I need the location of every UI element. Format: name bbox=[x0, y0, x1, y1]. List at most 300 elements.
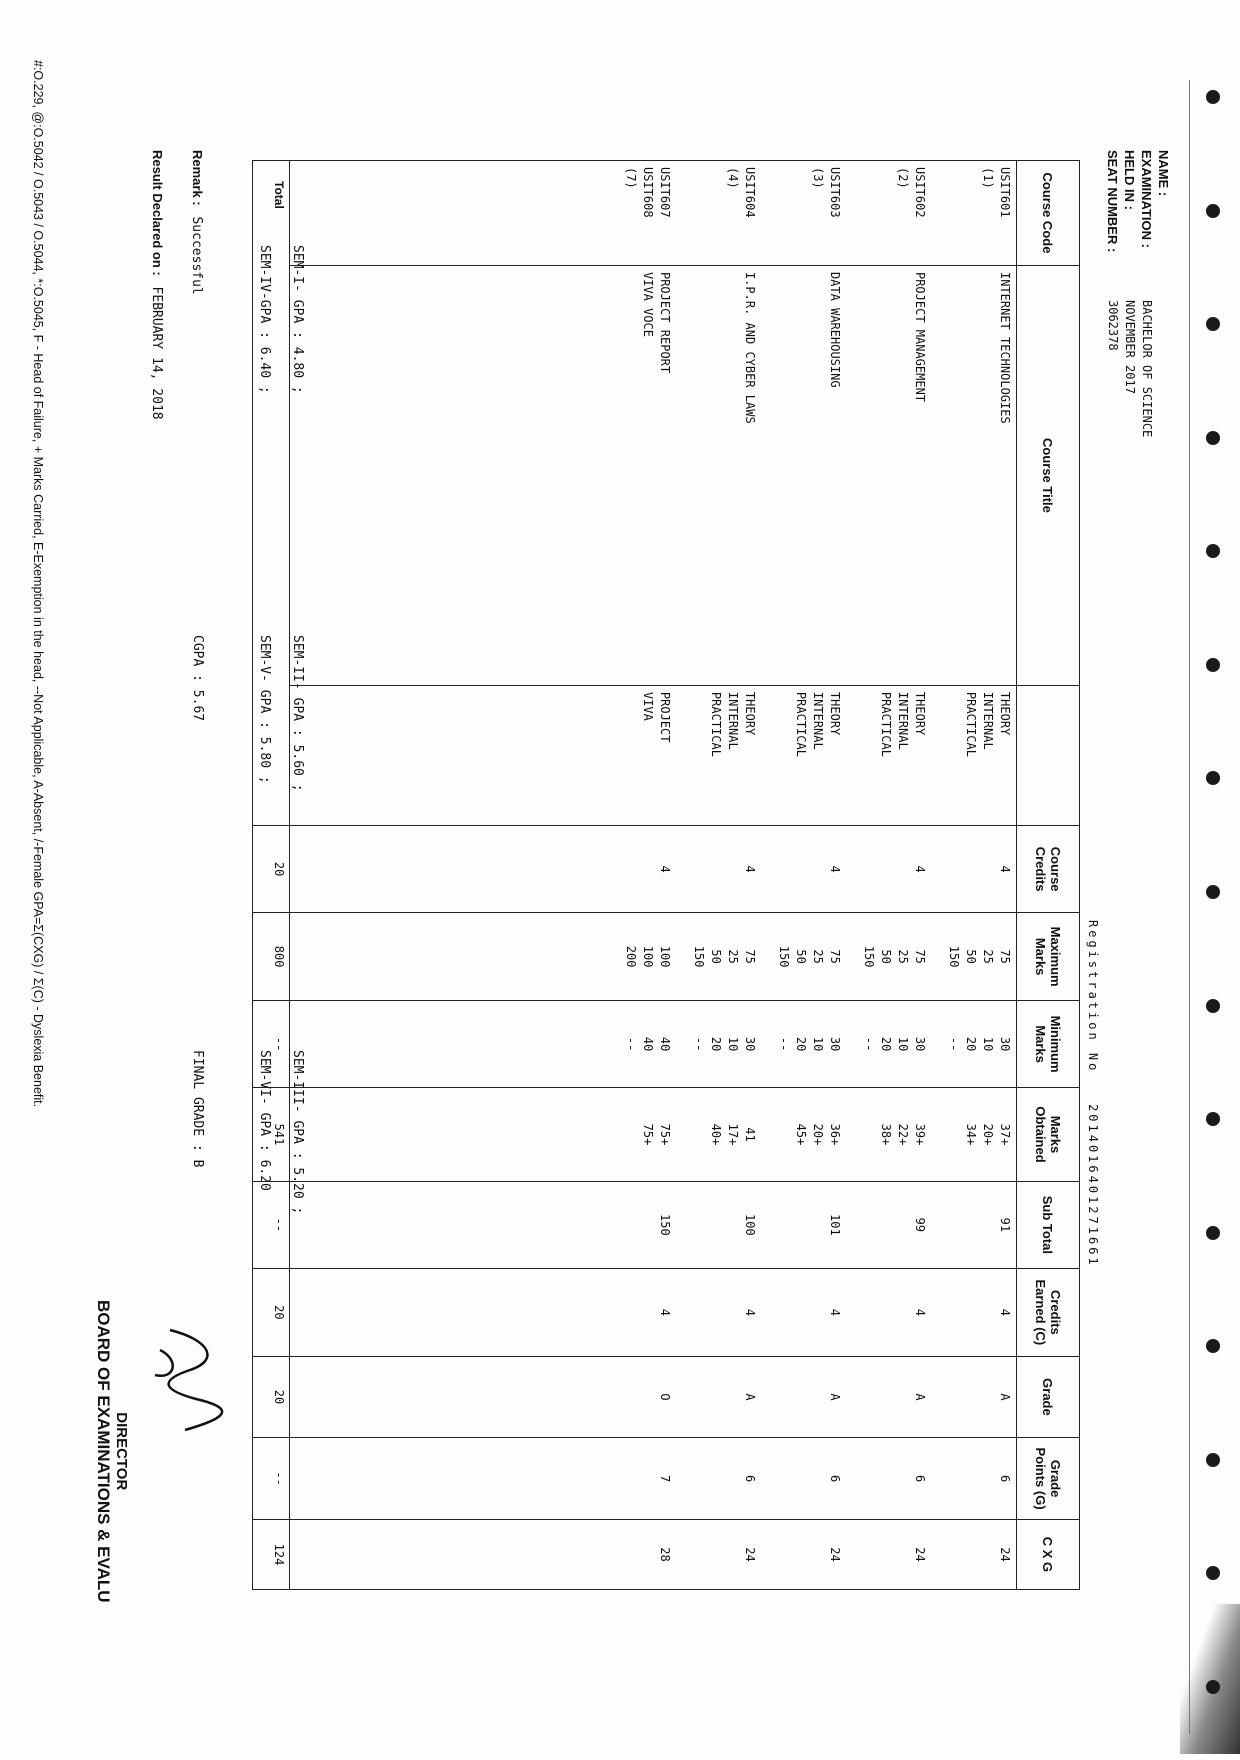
max-mark: 100 bbox=[658, 945, 672, 968]
course-component bbox=[945, 692, 962, 819]
min-mark: 20 bbox=[794, 1036, 808, 1052]
row-spacer bbox=[588, 1007, 605, 1081]
blank bbox=[724, 1526, 741, 1583]
course-credits: 4 bbox=[998, 865, 1012, 873]
cxg-value: 24 bbox=[828, 1547, 842, 1562]
max-mark: 150 bbox=[862, 945, 876, 968]
blank bbox=[809, 1363, 826, 1432]
blank bbox=[962, 1188, 979, 1262]
row-spacer bbox=[758, 1444, 775, 1513]
blank bbox=[945, 1275, 962, 1349]
course-code bbox=[605, 167, 622, 259]
mark-obtained: 36+ bbox=[828, 1123, 842, 1146]
total-credits-earned: 20 bbox=[253, 1269, 290, 1356]
row-spacer bbox=[758, 1094, 775, 1174]
examination-label: EXAMINATION : bbox=[1139, 150, 1154, 248]
course-codes-cell bbox=[290, 161, 1017, 266]
mark-obtained: 37+ bbox=[998, 1123, 1012, 1146]
blank bbox=[809, 832, 826, 906]
total-credits: 20 bbox=[253, 825, 290, 912]
min-marks-cell bbox=[290, 1000, 1017, 1087]
min-mark: 20 bbox=[879, 1036, 893, 1052]
mark-obtained: 20+ bbox=[981, 1123, 995, 1146]
course-title bbox=[860, 272, 877, 679]
row-spacer bbox=[843, 1526, 860, 1583]
total-grade-points: -- bbox=[253, 1438, 290, 1520]
blank bbox=[945, 1526, 962, 1583]
col-cxg: C X G bbox=[1017, 1519, 1080, 1589]
total-max-marks: 800 bbox=[253, 913, 290, 1000]
course-code: (1) bbox=[981, 167, 995, 189]
max-mark: 50 bbox=[879, 949, 893, 964]
row-spacer bbox=[758, 1526, 775, 1583]
blank bbox=[622, 1275, 639, 1349]
grade-points-cell bbox=[290, 1438, 1017, 1520]
course-title: PROJECT MANAGEMENT bbox=[913, 271, 927, 403]
held-in-label: HELD IN : bbox=[1122, 150, 1137, 210]
blank bbox=[605, 1526, 622, 1583]
blank bbox=[809, 1275, 826, 1349]
row-spacer bbox=[843, 272, 860, 679]
blank bbox=[724, 1275, 741, 1349]
marks-table bbox=[252, 160, 1080, 1590]
course-component: INTERNAL bbox=[896, 691, 910, 750]
grade-cell bbox=[290, 1356, 1017, 1438]
min-mark: -- bbox=[947, 1036, 961, 1052]
max-mark: 150 bbox=[777, 945, 791, 968]
student-header bbox=[1104, 150, 1172, 437]
course-title bbox=[894, 272, 911, 679]
name-label: NAME : bbox=[1156, 150, 1171, 197]
min-mark: 10 bbox=[811, 1036, 825, 1052]
blank bbox=[605, 1363, 622, 1432]
remark-value: Successful bbox=[189, 216, 204, 295]
sem1-gpa: SEM-I- GPA : 4.80 ; bbox=[290, 245, 305, 394]
blank bbox=[690, 832, 707, 906]
row-spacer bbox=[588, 1444, 605, 1513]
row-spacer bbox=[928, 167, 945, 259]
course-code: USIT601 bbox=[998, 167, 1012, 218]
row-spacer bbox=[673, 832, 690, 906]
blank bbox=[877, 1363, 894, 1432]
course-title bbox=[690, 272, 707, 679]
credits-earned: 4 bbox=[658, 1308, 672, 1316]
mark-obtained bbox=[690, 1094, 707, 1174]
row-spacer bbox=[588, 1094, 605, 1174]
course-component: THEORY bbox=[998, 691, 1012, 736]
blank bbox=[707, 832, 724, 906]
blank bbox=[639, 1526, 656, 1583]
blank bbox=[962, 1275, 979, 1349]
registration-number bbox=[1086, 920, 1100, 1268]
courses-body bbox=[290, 161, 1017, 1590]
blank bbox=[962, 832, 979, 906]
grade-points: 7 bbox=[658, 1474, 672, 1483]
row-spacer bbox=[843, 167, 860, 259]
course-code: (7) bbox=[624, 167, 638, 189]
blank bbox=[979, 1363, 996, 1432]
course-title bbox=[962, 272, 979, 679]
grade: A bbox=[913, 1393, 927, 1401]
row-spacer bbox=[843, 692, 860, 819]
blank bbox=[724, 832, 741, 906]
grade-points: 6 bbox=[998, 1474, 1012, 1483]
credits-cell bbox=[290, 825, 1017, 912]
course-code bbox=[962, 167, 979, 259]
row-spacer bbox=[588, 1188, 605, 1262]
blank bbox=[877, 1444, 894, 1513]
row-spacer bbox=[588, 692, 605, 819]
legend-footnote: #:O.229, @:O.5042 / O.5043 / O.5044, *:O.5045, F - Head of Failure, + Marks Carried, E-Exemption in the head, --Not Applicable, A-Absent, /-Female GPA=Σ(CXG) / Σ(C) - Dyslexia Benefit. bbox=[31, 60, 45, 1108]
credits-earned: 4 bbox=[828, 1308, 842, 1316]
signature-icon bbox=[150, 1320, 230, 1440]
blank bbox=[639, 1275, 656, 1349]
row-spacer bbox=[758, 692, 775, 819]
cxg-value: 28 bbox=[658, 1547, 672, 1562]
cgpa: CGPA : 5.67 bbox=[190, 635, 205, 722]
course-component: THEORY bbox=[743, 691, 757, 736]
course-title: VIVA VOCE bbox=[641, 271, 655, 338]
col-course-code: Course Code bbox=[1017, 161, 1080, 266]
course-title: PROJECT REPORT bbox=[658, 271, 672, 374]
declared-value: FEBRUARY 14, 2018 bbox=[149, 286, 164, 420]
sem6-gpa: SEM-VI- GPA : 6.20 bbox=[257, 1050, 272, 1191]
min-mark: 20 bbox=[709, 1036, 723, 1052]
row-spacer bbox=[758, 832, 775, 906]
row-spacer bbox=[928, 1363, 945, 1432]
row-spacer bbox=[843, 1094, 860, 1174]
row-spacer bbox=[843, 1275, 860, 1349]
row-spacer bbox=[673, 1526, 690, 1583]
mark-obtained bbox=[622, 1094, 639, 1174]
blank bbox=[877, 832, 894, 906]
blank bbox=[962, 1363, 979, 1432]
course-credits: 4 bbox=[743, 865, 757, 873]
max-mark: 50 bbox=[964, 949, 978, 964]
components-cell bbox=[290, 685, 1017, 825]
course-component: THEORY bbox=[828, 691, 842, 736]
course-title bbox=[809, 272, 826, 679]
col-component bbox=[1017, 685, 1080, 825]
blank bbox=[877, 1526, 894, 1583]
tractor-feed-holes-top bbox=[1190, 90, 1220, 1694]
remark-label: Remark : bbox=[190, 150, 205, 206]
blank bbox=[605, 1188, 622, 1262]
row-spacer bbox=[673, 1094, 690, 1174]
blank bbox=[962, 1526, 979, 1583]
min-mark: 30 bbox=[828, 1036, 842, 1052]
course-component: PRACTICAL bbox=[794, 691, 808, 757]
row-spacer bbox=[673, 1363, 690, 1432]
course-code: USIT604 bbox=[743, 167, 757, 218]
blank bbox=[639, 1188, 656, 1262]
course-code bbox=[690, 167, 707, 259]
course-title bbox=[775, 272, 792, 679]
total-sub-total: -- bbox=[253, 1181, 290, 1268]
course-code bbox=[945, 167, 962, 259]
row-spacer bbox=[758, 1275, 775, 1349]
min-mark: 10 bbox=[726, 1036, 740, 1052]
min-mark: 20 bbox=[964, 1036, 978, 1052]
blank bbox=[707, 1275, 724, 1349]
row-spacer bbox=[588, 919, 605, 993]
row-spacer bbox=[928, 1188, 945, 1262]
row-spacer bbox=[673, 919, 690, 993]
blank bbox=[792, 1188, 809, 1262]
course-code: USIT607 bbox=[658, 167, 672, 218]
blank bbox=[775, 1275, 792, 1349]
course-component bbox=[775, 692, 792, 819]
mark-obtained bbox=[775, 1094, 792, 1174]
course-code bbox=[877, 167, 894, 259]
max-mark: 75 bbox=[743, 949, 757, 964]
row-spacer bbox=[928, 272, 945, 679]
credits-earned: 4 bbox=[743, 1308, 757, 1316]
row-spacer bbox=[673, 167, 690, 259]
blank bbox=[622, 1363, 639, 1432]
row-spacer bbox=[673, 1007, 690, 1081]
blank bbox=[877, 1188, 894, 1262]
row-spacer bbox=[928, 1275, 945, 1349]
blank bbox=[979, 1526, 996, 1583]
row-spacer bbox=[928, 692, 945, 819]
cxg-value: 24 bbox=[913, 1547, 927, 1562]
blank bbox=[639, 832, 656, 906]
blank bbox=[690, 1188, 707, 1262]
mark-obtained: 75+ bbox=[658, 1123, 672, 1146]
max-marks-cell bbox=[290, 913, 1017, 1000]
cxg-cell bbox=[290, 1519, 1017, 1589]
course-component: INTERNAL bbox=[726, 691, 740, 750]
registration-label: Registration No bbox=[1086, 920, 1100, 1074]
row-spacer bbox=[758, 272, 775, 679]
table-header bbox=[1017, 161, 1080, 1590]
row-spacer bbox=[928, 832, 945, 906]
min-mark: -- bbox=[624, 1036, 638, 1052]
registration-value: 2014016401271661 bbox=[1086, 1104, 1100, 1268]
row-spacer bbox=[928, 1444, 945, 1513]
course-component: PRACTICAL bbox=[709, 691, 723, 757]
blank bbox=[860, 1363, 877, 1432]
sem4-gpa: SEM-IV-GPA : 6.40 ; bbox=[257, 245, 272, 394]
blank bbox=[894, 1526, 911, 1583]
blank bbox=[707, 1444, 724, 1513]
blank bbox=[860, 1526, 877, 1583]
col-maximum-marks: Maximum Marks bbox=[1017, 913, 1080, 1000]
course-component: THEORY bbox=[913, 691, 927, 736]
course-code: USIT608 bbox=[641, 167, 655, 218]
row-spacer bbox=[673, 1188, 690, 1262]
course-title bbox=[622, 272, 639, 679]
row-spacer bbox=[928, 919, 945, 993]
mark-obtained bbox=[945, 1094, 962, 1174]
blank bbox=[707, 1363, 724, 1432]
row-spacer bbox=[843, 1007, 860, 1081]
blank bbox=[809, 1188, 826, 1262]
row-spacer bbox=[758, 1188, 775, 1262]
row-spacer bbox=[588, 832, 605, 906]
blank bbox=[605, 1275, 622, 1349]
seat-number-value: 3062378 bbox=[1106, 300, 1120, 351]
blank bbox=[792, 832, 809, 906]
max-mark: 25 bbox=[726, 949, 740, 964]
max-mark: 50 bbox=[794, 949, 808, 964]
col-course-credits: Course Credits bbox=[1017, 825, 1080, 912]
course-title: DATA WAREHOUSING bbox=[828, 271, 842, 388]
sub-total: 101 bbox=[828, 1214, 842, 1236]
course-code: USIT602 bbox=[913, 167, 927, 218]
blank bbox=[792, 1526, 809, 1583]
row-spacer bbox=[843, 832, 860, 906]
perforation-line bbox=[1189, 80, 1190, 1734]
row-spacer bbox=[588, 272, 605, 679]
blank bbox=[877, 1275, 894, 1349]
max-mark: 200 bbox=[624, 945, 638, 968]
blank bbox=[894, 1188, 911, 1262]
blank bbox=[622, 832, 639, 906]
blank bbox=[707, 1526, 724, 1583]
sub-total: 100 bbox=[743, 1214, 757, 1236]
blank bbox=[639, 1444, 656, 1513]
held-in-value: NOVEMBER 2017 bbox=[1123, 300, 1137, 394]
course-credits: 4 bbox=[913, 865, 927, 873]
min-mark: 40 bbox=[658, 1036, 672, 1052]
min-mark: 30 bbox=[998, 1036, 1012, 1052]
course-title bbox=[724, 272, 741, 679]
blank bbox=[792, 1363, 809, 1432]
blank bbox=[707, 1188, 724, 1262]
blank bbox=[894, 1275, 911, 1349]
course-code: (4) bbox=[726, 167, 740, 189]
sem3-gpa: SEM-III- GPA : 5.20 ; bbox=[290, 1050, 305, 1215]
course-component bbox=[860, 692, 877, 819]
min-mark: 10 bbox=[981, 1036, 995, 1052]
row-spacer bbox=[673, 1444, 690, 1513]
director-block bbox=[93, 1300, 130, 1603]
mark-obtained bbox=[605, 1094, 622, 1174]
examination-value: BACHELOR OF SCIENCE bbox=[1140, 300, 1154, 438]
row-spacer bbox=[588, 1275, 605, 1349]
course-component bbox=[605, 692, 622, 819]
mark-obtained: 41 bbox=[743, 1127, 757, 1142]
min-mark: -- bbox=[692, 1036, 706, 1052]
course-code bbox=[707, 167, 724, 259]
col-marks-obtained: Marks Obtained bbox=[1017, 1088, 1080, 1181]
blank bbox=[690, 1526, 707, 1583]
col-grade-points: Grade Points (G) bbox=[1017, 1438, 1080, 1520]
course-credits: 4 bbox=[658, 865, 672, 873]
blank bbox=[945, 1444, 962, 1513]
credits-earned-cell bbox=[290, 1269, 1017, 1356]
total-min-marks: -- bbox=[253, 1000, 290, 1087]
result-declared-line bbox=[149, 150, 165, 420]
min-mark: 30 bbox=[743, 1036, 757, 1052]
blank bbox=[775, 1526, 792, 1583]
grade-points: 6 bbox=[828, 1474, 842, 1483]
col-minimum-marks: Minimum Marks bbox=[1017, 1000, 1080, 1087]
blank bbox=[979, 1275, 996, 1349]
row-spacer bbox=[843, 919, 860, 993]
mark-obtained: 17+ bbox=[726, 1123, 740, 1146]
course-component: PRACTICAL bbox=[964, 691, 978, 757]
blank bbox=[894, 1363, 911, 1432]
cxg-value: 24 bbox=[998, 1547, 1012, 1562]
grade-points: 6 bbox=[743, 1474, 757, 1483]
blank bbox=[979, 1188, 996, 1262]
blank bbox=[622, 1526, 639, 1583]
marks-obtained-cell bbox=[290, 1088, 1017, 1181]
blank bbox=[605, 832, 622, 906]
blank bbox=[962, 1444, 979, 1513]
row-spacer bbox=[588, 1363, 605, 1432]
blank bbox=[690, 1444, 707, 1513]
course-credits: 4 bbox=[828, 865, 842, 873]
course-code bbox=[860, 167, 877, 259]
row-spacer bbox=[758, 1363, 775, 1432]
total-cxg: 124 bbox=[253, 1519, 290, 1589]
blank bbox=[639, 1363, 656, 1432]
course-titles-cell bbox=[290, 265, 1017, 685]
mark-obtained bbox=[860, 1094, 877, 1174]
course-component: PROJECT bbox=[658, 691, 672, 743]
course-code: (3) bbox=[811, 167, 825, 189]
mark-obtained: 45+ bbox=[794, 1123, 808, 1146]
min-mark: -- bbox=[862, 1036, 876, 1052]
sub-total: 150 bbox=[658, 1214, 672, 1236]
row-spacer bbox=[843, 1188, 860, 1262]
course-code: USIT603 bbox=[828, 167, 842, 218]
row-spacer bbox=[673, 692, 690, 819]
blank bbox=[792, 1444, 809, 1513]
board-name: BOARD OF EXAMINATIONS & EVALU bbox=[94, 1300, 113, 1603]
blank bbox=[690, 1363, 707, 1432]
row-spacer bbox=[758, 919, 775, 993]
course-title bbox=[945, 272, 962, 679]
mark-obtained: 20+ bbox=[811, 1123, 825, 1146]
grade: A bbox=[998, 1393, 1012, 1401]
blank bbox=[809, 1444, 826, 1513]
mark-obtained: 39+ bbox=[913, 1123, 927, 1146]
course-code: (2) bbox=[896, 167, 910, 189]
course-code bbox=[775, 167, 792, 259]
row-spacer bbox=[928, 1007, 945, 1081]
sub-total: 99 bbox=[913, 1217, 927, 1233]
min-mark: 10 bbox=[896, 1036, 910, 1052]
row-spacer bbox=[928, 1526, 945, 1583]
max-mark: 25 bbox=[981, 949, 995, 964]
course-title bbox=[877, 272, 894, 679]
blank bbox=[860, 832, 877, 906]
course-component bbox=[690, 692, 707, 819]
col-credits-earned: Credits Earned (C) bbox=[1017, 1269, 1080, 1356]
row-spacer bbox=[758, 167, 775, 259]
cxg-value: 24 bbox=[743, 1547, 757, 1562]
course-title: INTERNET TECHNOLOGIES bbox=[998, 271, 1012, 424]
blank bbox=[894, 832, 911, 906]
max-mark: 25 bbox=[896, 949, 910, 964]
mark-obtained: 75+ bbox=[641, 1123, 655, 1146]
min-mark: 30 bbox=[913, 1036, 927, 1052]
course-title: I.P.R. AND CYBER LAWS bbox=[743, 271, 757, 424]
mark-obtained: 22+ bbox=[896, 1123, 910, 1146]
col-grade: Grade bbox=[1017, 1356, 1080, 1438]
row-spacer bbox=[673, 1275, 690, 1349]
col-sub-total: Sub Total bbox=[1017, 1181, 1080, 1268]
max-mark: 150 bbox=[947, 945, 961, 968]
credits-earned: 4 bbox=[913, 1308, 927, 1316]
mark-obtained: 40+ bbox=[709, 1123, 723, 1146]
blank bbox=[622, 1188, 639, 1262]
